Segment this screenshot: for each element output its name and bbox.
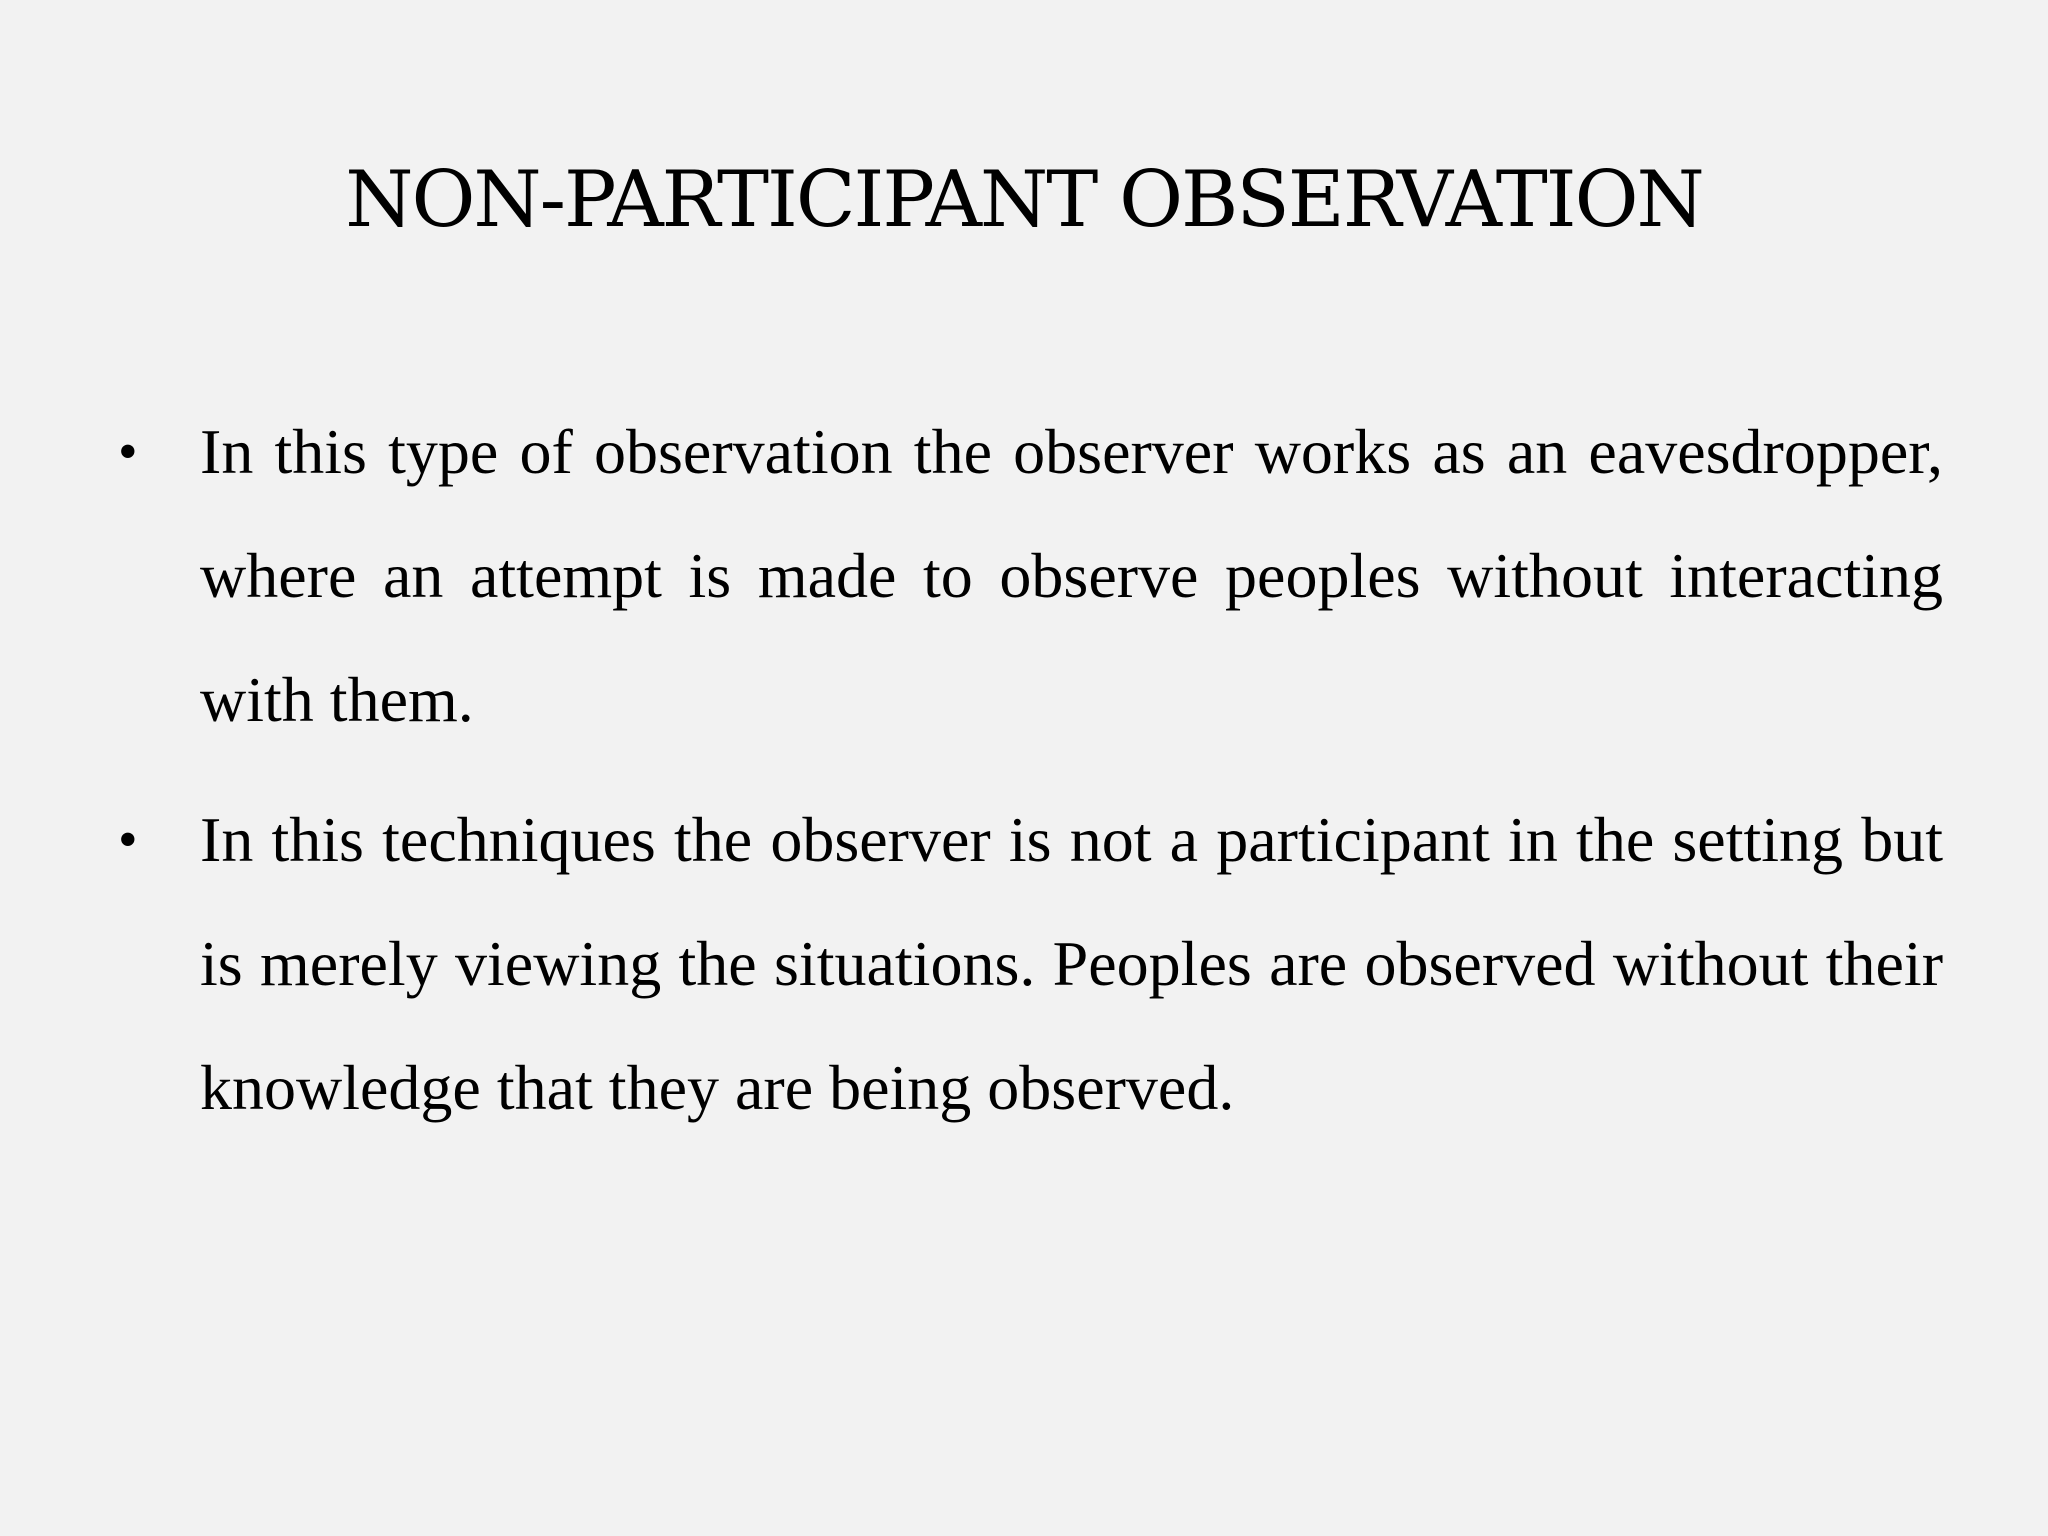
slide-title: NON-PARTICIPANT OBSERVATION [345, 155, 1703, 245]
bullet-list [118, 390, 1943, 1166]
bullet-text: In this techniques the observer is not a participant in the setting but is merely viewing the situations. Peoples are observed without their knowledge that they are being observed. [200, 804, 1943, 1123]
bullet-item [118, 778, 1943, 1150]
bullet-item [118, 390, 1943, 762]
bullet-text: In this type of observation the observer works as an eavesdropper, where an attempt is made to observe peoples without interacting with them. [200, 416, 1943, 735]
bullet-dot-icon: • [118, 421, 138, 483]
bullet-dot-icon: • [118, 809, 138, 871]
